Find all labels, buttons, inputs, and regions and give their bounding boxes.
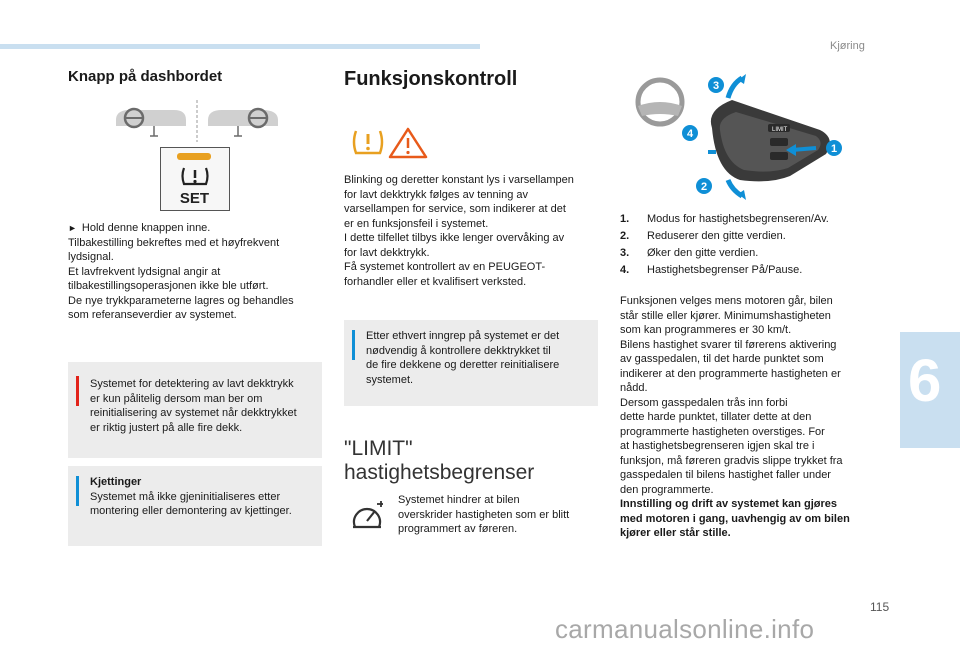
list-item: 1. Modus for hastighetsbegrenseren/Av. bbox=[620, 213, 829, 225]
steering-wheel-icon bbox=[638, 80, 682, 124]
svg-text:4: 4 bbox=[686, 128, 694, 140]
chapter-number: 6 bbox=[908, 347, 942, 414]
callout-4 bbox=[682, 125, 698, 141]
speed-limiter-icon bbox=[350, 500, 384, 534]
limiter-description: Funksjonen velges mens motoren går, bilen står stille eller kjører. Minimumshastigheten som kan programmeres er 30 km/t. Bilens hastighet svarer til førerens aktivering av gasspedalen, til det harde punktet som indikerer at den programmerte hastigheten er nådd. Dersom gasspedalen tr​ås inn forbi dette harde punktet, tillater dette at den programmerte hastigheten overstiges. For at hastighetsbegrenseren igjen skal tre i funksjon, må føreren gradvis slippe trykket fra gasspedalen til bilens hastighet faller under den programmerte. Innstilling og drift av systemet kan gjøres med motoren i gang, uavhengig av om bilen kjører eller står stille. bbox=[620, 295, 850, 539]
dashboard-button-heading: Knapp på dashbordet bbox=[68, 68, 223, 85]
instruction-line: Et lavfrekvent lydsignal angir at bbox=[68, 265, 221, 278]
warning-lamps-illustration bbox=[350, 125, 430, 161]
instruction-line: Tilbakestilling bekreftes med et høyfrekvent bbox=[68, 236, 280, 249]
tyre-pressure-icon bbox=[180, 164, 210, 188]
button-lamp bbox=[177, 153, 211, 160]
maintenance-info-box bbox=[344, 320, 598, 406]
warning-box bbox=[68, 362, 322, 458]
function-check-text: Blinking og deretter konstant lys i varsellampen for lavt dekktrykk følges av tenning av varsellampen for service, som indikerer at det er en funksjonsfeil i systemet. I dette tilfellet tilbys ikke lenger overvåking av for lavt dekktrykk. Få systemet kontrollert av en PEUGEOT- forhandler eller et kvalifisert verksted. bbox=[344, 174, 574, 288]
stalk-button-plus bbox=[770, 138, 788, 146]
warning-text: Systemet for detektering av lavt dekktrykk er kun pålitelig dersom man ber om reinitialisering av systemet når dekktrykket er riktig justert på alle fire dekk. bbox=[90, 378, 297, 434]
set-button-illustration bbox=[160, 147, 230, 211]
speed-limiter-stalk-illustration bbox=[620, 72, 870, 202]
svg-text:3: 3 bbox=[712, 80, 720, 92]
callout-3 bbox=[708, 77, 724, 93]
page-number: 115 bbox=[870, 600, 890, 614]
chains-info-box bbox=[68, 466, 322, 546]
service-warning-icon bbox=[390, 129, 426, 157]
svg-text:2: 2 bbox=[700, 181, 708, 193]
callout-2 bbox=[696, 178, 712, 194]
tyre-warning-icon bbox=[354, 131, 382, 153]
dashboard-instructions bbox=[68, 221, 328, 323]
watermark: carmanualsonline.info bbox=[555, 614, 815, 644]
chapter-tab bbox=[900, 332, 960, 448]
info-marker bbox=[352, 330, 355, 360]
stalk-button-minus bbox=[770, 152, 788, 160]
instruction-line: tilbakestillingsoperasjonen ikke ble utført. bbox=[68, 280, 269, 292]
instruction-line: De nye trykkparameterne lagres og behandles bbox=[68, 294, 294, 307]
info-marker bbox=[76, 476, 79, 506]
section-title: Kjøring bbox=[830, 40, 865, 52]
list-item: 4. Hastighetsbegrenser På/Pause. bbox=[620, 264, 803, 276]
stalk-controls-list bbox=[620, 211, 829, 279]
stalk-limit-label: LIMIT bbox=[772, 127, 788, 133]
steering-wheel-illustration bbox=[112, 100, 282, 142]
instruction-line: ► Hold denne knappen inne. bbox=[68, 222, 211, 234]
arrow-bullet-icon: ► bbox=[68, 223, 82, 233]
limit-intro-text: Systemet hindrer at bilen overskrider hastigheten som er blitt programmert av føreren. bbox=[398, 494, 570, 535]
list-item: 3. Øker den gitte verdien. bbox=[620, 247, 759, 259]
instruction-line: lydsignal. bbox=[68, 251, 114, 263]
callout-1 bbox=[826, 140, 842, 156]
maintenance-info-text: Etter ethvert inngrep på systemet er det nødvendig å kontrollere dekktrykket til de fire dekkene og deretter reinitialisere systemet. bbox=[366, 330, 560, 386]
set-label: SET bbox=[179, 190, 210, 207]
instruction-line: som referanseverdier av systemet. bbox=[68, 309, 237, 321]
top-accent-bar bbox=[0, 44, 480, 49]
limit-heading: "LIMIT" hastighetsbegrenser bbox=[344, 437, 535, 484]
warning-marker bbox=[76, 376, 79, 406]
function-check-heading: Funksjonskontroll bbox=[344, 68, 518, 90]
svg-text:1: 1 bbox=[830, 143, 838, 155]
chains-info-text: Kjettinger Systemet må ikke gjeninitialiseres etter montering eller demontering av kjettinger. bbox=[90, 476, 292, 517]
list-item: 2. Reduserer den gitte verdien. bbox=[620, 230, 786, 242]
